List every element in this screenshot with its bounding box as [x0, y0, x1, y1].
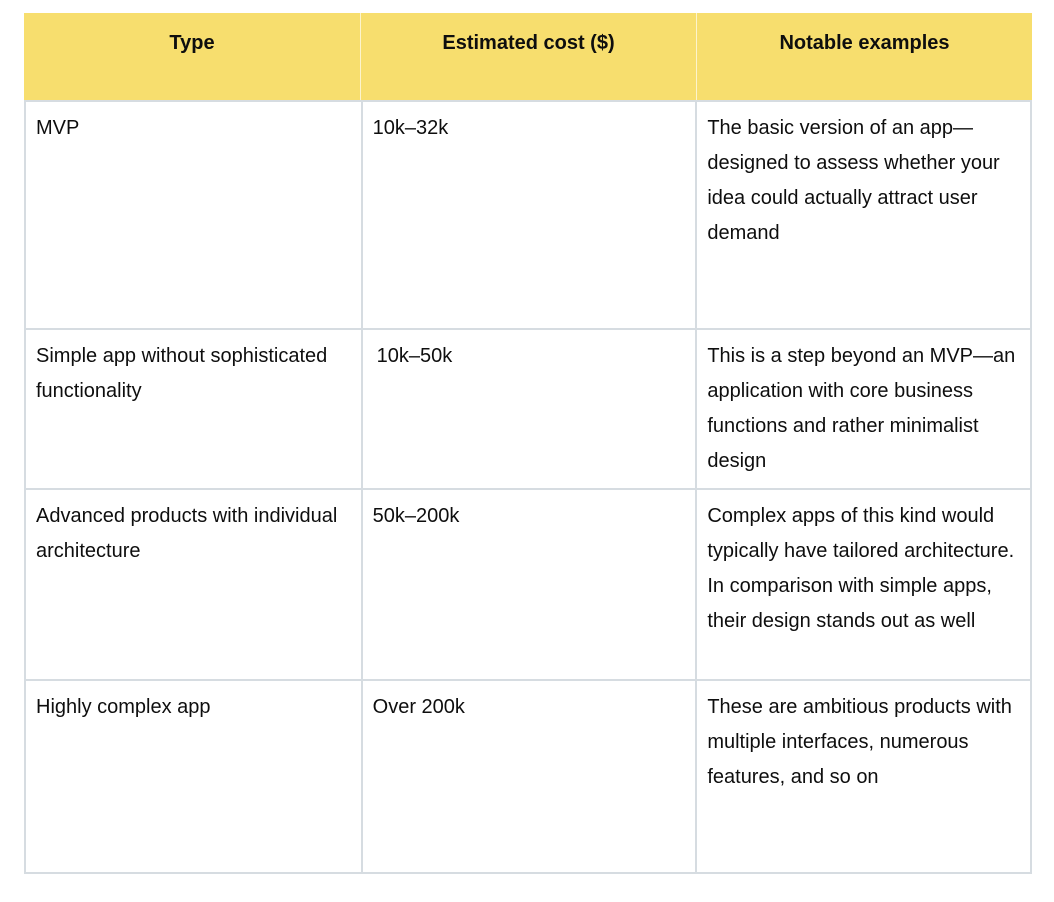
cell-examples: This is a step beyond an MVP—an application with core business functions and rather minimalist design [695, 330, 1030, 488]
cell-examples: These are ambitious products with multiple interfaces, numerous features, and so on [695, 681, 1030, 872]
table-row [26, 679, 1030, 872]
column-header-type: Type [169, 32, 215, 54]
app-cost-table [24, 13, 1032, 874]
cell-type: Advanced products with individual architecture [36, 505, 338, 562]
cell-cost: 50k–200k [361, 490, 696, 679]
table-row [26, 102, 1030, 328]
cell-cost: 10k–32k [361, 102, 696, 328]
cell-examples: Complex apps of this kind would typically have tailored architecture. In comparison with simple apps, their design stands out as well [695, 490, 1030, 679]
cell-cost: 10k–50k [361, 330, 696, 488]
cell-type: Highly complex app [36, 696, 211, 718]
table-body [24, 100, 1032, 874]
table-header-row [24, 13, 1032, 100]
table-row [26, 328, 1030, 488]
column-header-notable-examples: Notable examples [696, 13, 1032, 100]
cell-type: MVP [36, 117, 80, 139]
cell-type: Simple app without sophisticated functionality [36, 345, 328, 402]
cell-cost: Over 200k [361, 681, 696, 872]
table-row [26, 488, 1030, 679]
cell-examples: The basic version of an app—designed to assess whether your idea could actually attract user demand [695, 102, 1030, 328]
column-header-estimated-cost: Estimated cost ($) [360, 13, 696, 100]
